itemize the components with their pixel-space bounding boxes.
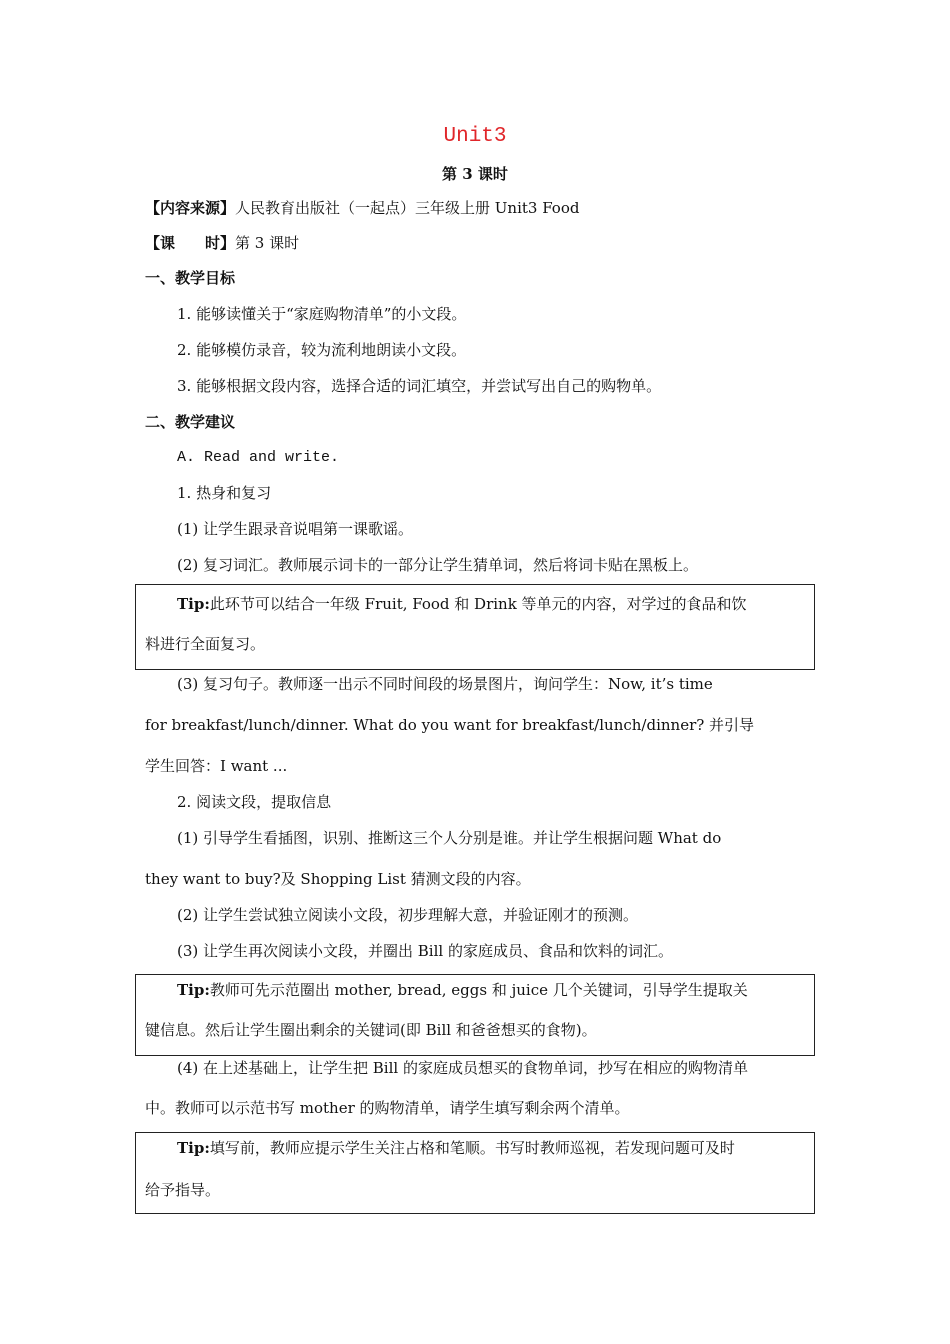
step-item: (2) 复习词汇。教师展示词卡的一部分让学生猜单词，然后将词卡贴在黑板上。 — [177, 556, 699, 574]
step-item-continued: they want to buy?及 Shopping List 猜测文段的内容。 — [145, 870, 531, 888]
source-label: 【内容来源】 — [145, 199, 236, 217]
step-heading: 1. 热身和复习 — [177, 484, 272, 502]
objective-item: 3. 能够根据文段内容，选择合适的词汇填空，并尝试写出自己的购物单。 — [177, 377, 662, 395]
period-line — [145, 233, 299, 253]
tip-text: Tip:此环节可以结合一年级 Fruit, Food 和 Drink 等单元的内容，对学过的食品和饮 — [177, 595, 747, 613]
tip-text: 料进行全面复习。 — [145, 635, 266, 653]
period-value: 第 3 课时 — [235, 234, 300, 252]
step-item: (3) 让学生再次阅读小文段，并圈出 Bill 的家庭成员、食品和饮料的词汇。 — [177, 942, 673, 960]
lesson-subtitle: 第 3 课时 — [442, 165, 508, 183]
step-item: (3) 复习句子。教师逐一出示不同时间段的场景图片，询问学生：Now, it’s time — [177, 675, 713, 693]
source-line — [145, 198, 579, 218]
step-heading: 2. 阅读文段，提取信息 — [177, 793, 332, 811]
document-title: Unit3 — [443, 125, 507, 148]
step-item: (1) 让学生跟录音说唱第一课歌谣。 — [177, 520, 414, 538]
tip-label: Tip: — [177, 1139, 210, 1157]
step-item-continued: 中。教师可以示范书写 mother 的购物清单，请学生填写剩余两个清单。 — [145, 1099, 630, 1117]
tip-text: 给予指导。 — [145, 1181, 221, 1199]
period-label: 【课 时】 — [145, 234, 236, 252]
section1-heading: 一、教学目标 — [145, 269, 236, 287]
tip-label: Tip: — [177, 981, 210, 999]
part-a-heading: A. Read and write. — [177, 449, 340, 466]
step-item: (2) 让学生尝试独立阅读小文段，初步理解大意，并验证刚才的预测。 — [177, 906, 639, 924]
step-item: (4) 在上述基础上，让学生把 Bill 的家庭成员想买的食物单词，抄写在相应的购物清单 — [177, 1059, 748, 1077]
tip-text: Tip:教师可先示范圈出 mother, bread, eggs 和 juice 几个关键词，引导学生提取关 — [177, 981, 748, 999]
step-item-continued: for breakfast/lunch/dinner. What do you want for breakfast/lunch/dinner? 并引导 — [145, 716, 755, 734]
step-item-continued: 学生回答：I want ... — [145, 757, 288, 775]
tip-label: Tip: — [177, 595, 210, 613]
section2-heading: 二、教学建议 — [145, 413, 236, 431]
source-value: 人民教育出版社（一起点）三年级上册 Unit3 Food — [235, 199, 580, 217]
tip-text: 键信息。然后让学生圈出剩余的关键词(即 Bill 和爸爸想买的食物)。 — [145, 1021, 597, 1039]
tip-text: Tip:填写前，教师应提示学生关注占格和笔顺。书写时教师巡视，若发现问题可及时 — [177, 1139, 735, 1157]
objective-item: 1. 能够读懂关于“家庭购物清单”的小文段。 — [177, 305, 467, 323]
objective-item: 2. 能够模仿录音，较为流利地朗读小文段。 — [177, 341, 467, 359]
step-item: (1) 引导学生看插图，识别、推断这三个人分别是谁。并让学生根据问题 What do — [177, 829, 722, 847]
